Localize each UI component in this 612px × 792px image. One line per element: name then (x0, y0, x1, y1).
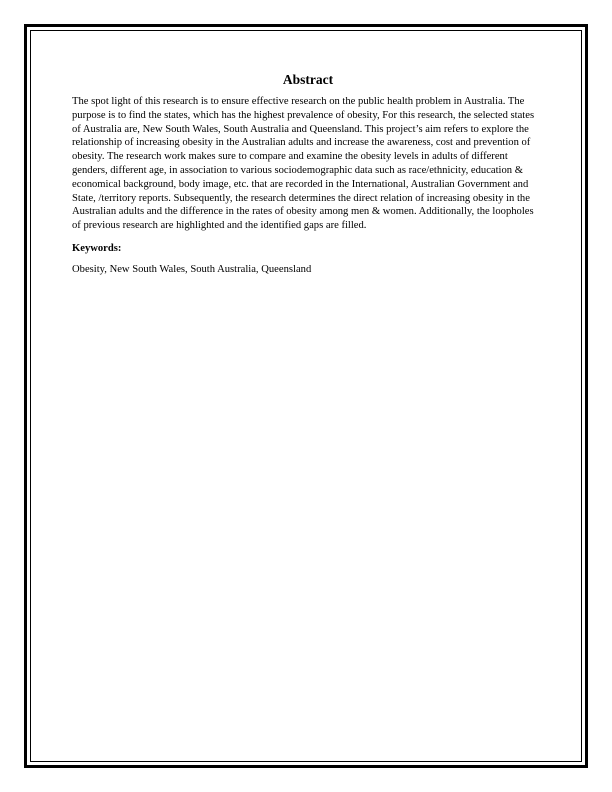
abstract-body: The spot light of this research is to ensure effective research on the public health problem in Australia. The purpose is to find the states, which has the highest prevalence of obesity, For this research, the selected states of Australia are, New South Wales, South Australia and Queensland. This project’s aim refers to explore the relationship of increasing obesity in the Australian adults and increase the awareness, cost and prevention of obesity. The research work makes sure to compare and examine the obesity levels in adults of different genders, different age, in association to various sociodemographic data such as race/ethnicity, education & economical background, body image, etc. that are recorded in the International, Australian Government and State, /territory reports. Subsequently, the research determines the direct relation of increasing obesity in the Australian adults and the difference in the rates of obesity among men & women. Additionally, the loopholes of previous research are highlighted and the identified gaps are filled. (72, 96, 535, 232)
keywords-heading: Keywords: (72, 242, 122, 254)
keywords-list: Obesity, New South Wales, South Australia, Queensland (72, 263, 312, 275)
document-content (72, 72, 544, 277)
abstract-title: Abstract (282, 72, 334, 87)
